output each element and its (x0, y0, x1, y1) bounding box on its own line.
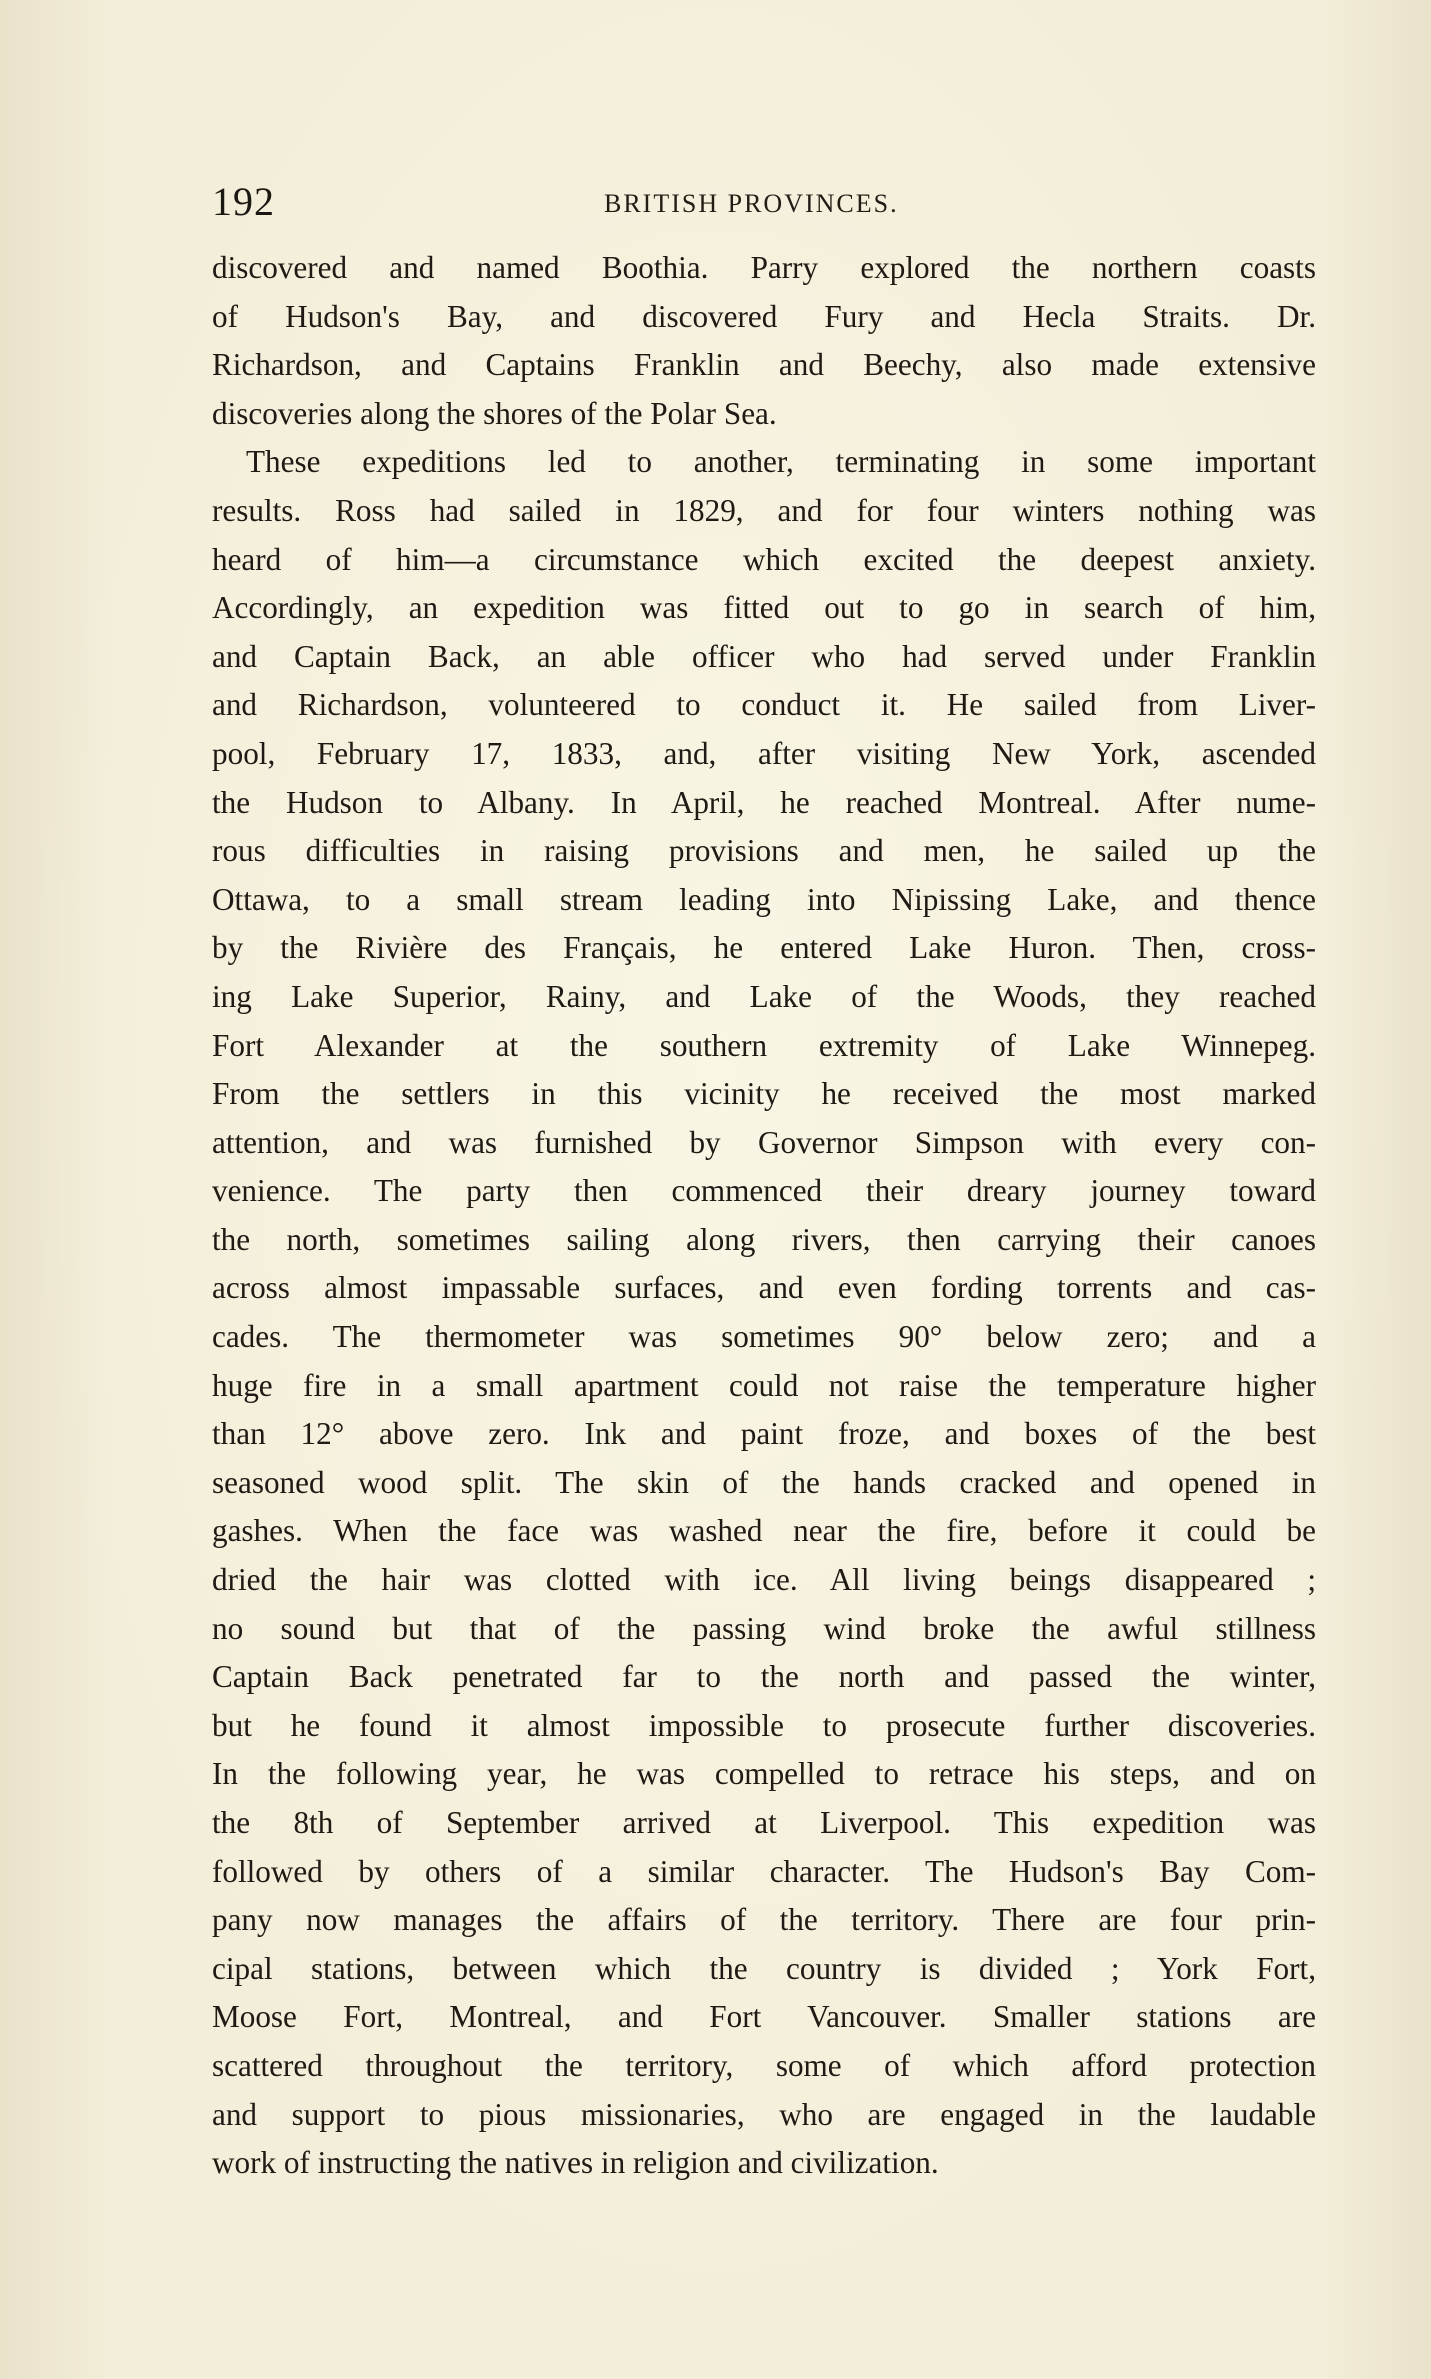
text-line: Captain Back penetrated far to the north and passed the winter, (212, 1659, 1316, 1695)
text-line: discovered and named Boothia. Parry explored the northern coasts (212, 250, 1316, 285)
text-line: seasoned wood split. The skin of the hands cracked and opened in (212, 1464, 1316, 1500)
text-line: huge fire in a small apartment could not raise the temperature higher (212, 1367, 1316, 1403)
text-line: of Hudson's Bay, and discovered Fury and Hecla Straits. Dr. (212, 298, 1316, 334)
text-line: dried the hair was clotted with ice. All living beings disappeared ; (212, 1562, 1316, 1598)
text-line: Accordingly, an expedition was fitted out to go in search of him, (212, 590, 1316, 626)
text-line: followed by others of a similar character. The Hudson's Bay Com- (212, 1853, 1316, 1889)
text-line: across almost impassable surfaces, and even fording torrents and cas- (212, 1270, 1316, 1306)
text-line: the Hudson to Albany. In April, he reached Montreal. After nume- (212, 784, 1316, 820)
text-line: the 8th of September arrived at Liverpool. This expedition was (212, 1805, 1316, 1840)
text-line: Fort Alexander at the southern extremity of Lake Winnepeg. (212, 1027, 1316, 1063)
page-number: 192 (212, 179, 275, 224)
paragraph (212, 244, 1316, 438)
text-line: by the Rivière des Français, he entered Lake Huron. Then, cross- (212, 930, 1316, 966)
body-text (212, 244, 1316, 2188)
text-line: heard of him—a circumstance which excited the deepest anxiety. (212, 541, 1316, 577)
text-line: ing Lake Superior, Rainy, and Lake of the Woods, they reached (212, 978, 1316, 1014)
text-line: no sound but that of the passing wind broke the awful stillness (212, 1610, 1316, 1646)
text-line: the north, sometimes sailing along rivers, then carrying their canoes (212, 1221, 1316, 1257)
text-line: In the following year, he was compelled to retrace his steps, and on (212, 1756, 1316, 1792)
text-line: These expeditions led to another, terminating in some important (246, 444, 1316, 480)
text-line: rous difficulties in raising provisions and men, he sailed up the (212, 833, 1316, 869)
text-line: attention, and was furnished by Governor Simpson with every con- (212, 1124, 1316, 1160)
text-line: pool, February 17, 1833, and, after visiting New York, ascended (212, 735, 1316, 771)
paragraph (212, 438, 1316, 2187)
text-line: scattered throughout the territory, some of which afford protection (212, 2047, 1316, 2083)
text-line: but he found it almost impossible to prosecute further discoveries. (212, 1707, 1316, 1743)
text-line: Ottawa, to a small stream leading into Nipissing Lake, and thence (212, 881, 1316, 917)
text-line: pany now manages the affairs of the territory. There are four prin- (212, 1902, 1316, 1938)
text-line: cades. The thermometer was sometimes 90° below zero; and a (212, 1319, 1316, 1355)
text-line: than 12° above zero. Ink and paint froze, and boxes of the best (212, 1416, 1316, 1452)
running-head: BRITISH PROVINCES. (604, 189, 899, 218)
text-line: discoveries along the shores of the Polar Sea. (212, 395, 777, 431)
text-line: Richardson, and Captains Franklin and Beechy, also made extensive (212, 347, 1316, 383)
text-line: Moose Fort, Montreal, and Fort Vancouver. Smaller stations are (212, 1999, 1316, 2035)
text-line: cipal stations, between which the country is divided ; York Fort, (212, 1950, 1316, 1986)
text-line: work of instructing the natives in religion and civilization. (212, 2145, 939, 2181)
text-line: venience. The party then commenced their dreary journey toward (212, 1173, 1316, 1209)
text-line: and Captain Back, an able officer who had served under Franklin (212, 638, 1316, 674)
text-line: and Richardson, volunteered to conduct it. He sailed from Liver- (212, 687, 1316, 723)
text-line: gashes. When the face was washed near the fire, before it could be (212, 1513, 1316, 1549)
text-line: From the settlers in this vicinity he received the most marked (212, 1076, 1316, 1112)
text-line: and support to pious missionaries, who are engaged in the laudable (212, 2096, 1316, 2132)
page-header (212, 172, 1316, 232)
text-line: results. Ross had sailed in 1829, and for four winters nothing was (212, 492, 1316, 528)
